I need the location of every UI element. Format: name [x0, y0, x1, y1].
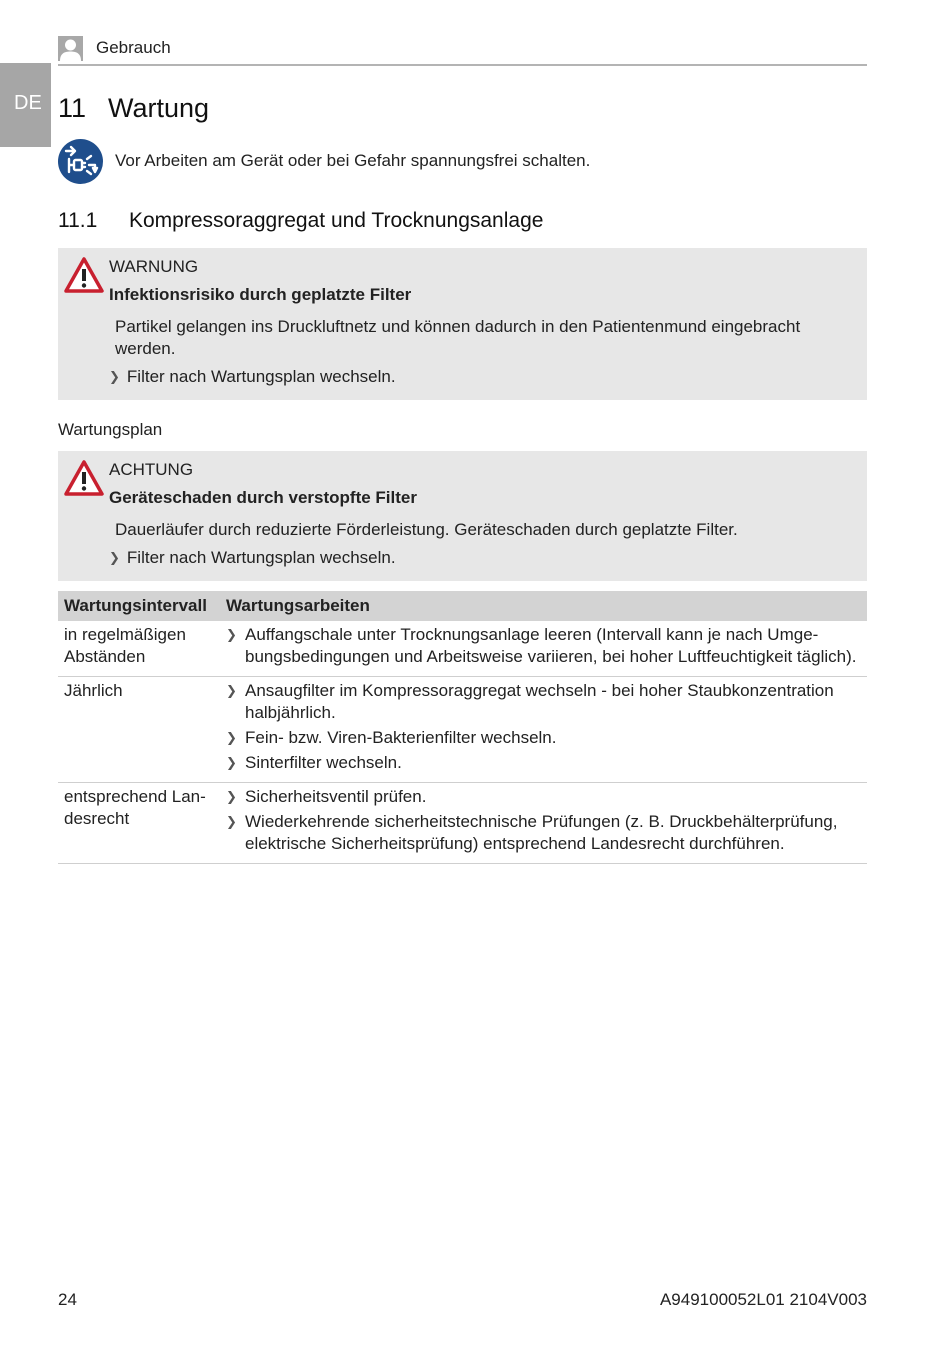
plan-label: Wartungsplan — [58, 420, 163, 439]
document-id: A949100052L01 2104V003 — [659, 1290, 867, 1309]
warning-action — [109, 367, 396, 387]
chevron-right-icon: ❯ — [226, 755, 237, 770]
task-text: Wiederkehrende sicherheitstechnische Prüfungen (z. B. Druckbehälterprüfung, elektrische Sicherheitsprüfung) entsprechend Landesrecht durchführen. — [245, 812, 838, 853]
table-header-row — [58, 591, 867, 621]
interval-cell: in regelmäßigen Abständen — [58, 621, 220, 677]
language-tab — [0, 63, 51, 147]
chevron-right-icon: ❯ — [226, 683, 237, 698]
header-tasks: Wartungsarbeiten — [220, 591, 867, 621]
chevron-right-icon: ❯ — [109, 369, 120, 384]
tasks-cell — [220, 783, 867, 864]
tasks-cell — [220, 677, 867, 783]
mandatory-disconnect-icon — [58, 139, 103, 184]
caution-description: Dauerläufer durch reduzierte Förderleistung. Geräteschaden durch geplatzte Filter. — [115, 520, 738, 539]
caution-signal-word: ACHTUNG — [109, 460, 194, 479]
chevron-right-icon: ❯ — [226, 814, 237, 829]
interval-cell: Jährlich — [58, 677, 220, 783]
chevron-right-icon: ❯ — [226, 789, 237, 804]
warning-action-text: Filter nach Wartungsplan wechseln. — [126, 367, 396, 386]
subsection-title — [58, 209, 543, 233]
task-text: Fein- bzw. Viren-Bakterienfilter wechseln. — [245, 728, 557, 747]
caution-action — [109, 548, 396, 568]
caution-box — [58, 451, 867, 581]
section-title — [58, 93, 209, 124]
warning-headline: Infektionsrisiko durch geplatzte Filter — [109, 285, 412, 304]
warning-description: Partikel gelangen ins Druckluftnetz und können dadurch in den Patientenmund eingebracht werden. — [115, 317, 801, 358]
warning-box — [58, 248, 867, 400]
page-number: 24 — [58, 1290, 77, 1309]
maintenance-table — [58, 591, 867, 864]
mandatory-instruction: Vor Arbeiten am Gerät oder bei Gefahr spannungsfrei schalten. — [115, 151, 591, 170]
table-row — [58, 621, 867, 677]
language-label: DE — [14, 92, 42, 114]
task-item — [226, 786, 861, 808]
caution-action-text: Filter nach Wartungsplan wechseln. — [126, 548, 396, 567]
table-row — [58, 783, 867, 864]
chevron-right-icon: ❯ — [226, 730, 237, 745]
interval-cell: entsprechend Landesrecht — [58, 783, 220, 864]
page-header — [58, 34, 867, 66]
subsection-title-text: Kompressoraggregat und Trocknungsanlage — [129, 209, 544, 232]
task-text: Sicherheitsventil prüfen. — [245, 787, 427, 806]
table-row — [58, 677, 867, 783]
section-number: 11 — [58, 93, 87, 123]
section-title-text: Wartung — [108, 93, 210, 123]
task-item — [226, 752, 861, 774]
subsection-number: 11.1 — [58, 209, 98, 232]
task-item — [226, 811, 861, 855]
user-icon — [58, 36, 83, 61]
header-title: Gebrauch — [96, 38, 171, 57]
chevron-right-icon: ❯ — [226, 627, 237, 642]
warning-signal-word: WARNUNG — [109, 257, 199, 276]
chevron-right-icon: ❯ — [109, 550, 120, 565]
task-item — [226, 680, 861, 724]
warning-triangle-icon — [64, 460, 104, 496]
task-item — [226, 727, 861, 749]
header-interval: Wartungsintervall — [58, 591, 220, 621]
task-text: Auffangschale unter Trocknungsanlage leeren (Intervall kann je nach Umgebungsbedingungen und Arbeitsweise variieren, bei hoher Luftfeuchtigkeit täglich). — [245, 625, 857, 666]
caution-headline: Geräteschaden durch verstopfte Filter — [109, 488, 417, 507]
task-text: Ansaugfilter im Kompressoraggregat wechseln - bei hoher Staubkonzentration halbjährlich. — [245, 681, 834, 722]
task-item — [226, 624, 861, 668]
warning-triangle-icon — [64, 257, 104, 293]
tasks-cell — [220, 621, 867, 677]
task-text: Sinterfilter wechseln. — [245, 753, 402, 772]
